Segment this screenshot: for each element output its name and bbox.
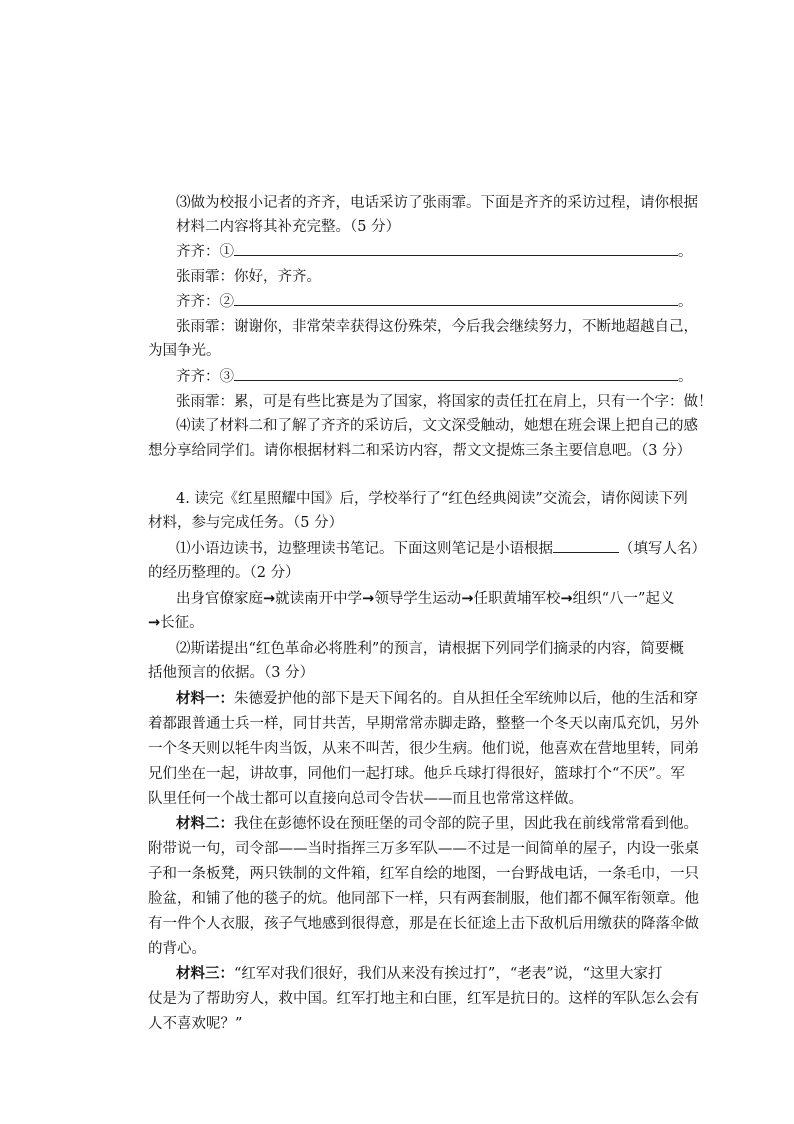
q4-prompt-line2: 想分享给同学们。请你根据材料二和采访内容，帮文文提炼三条主要信息吧。（3 分）	[148, 443, 692, 459]
task4-sub1-line2: 的经历整理的。（2 分）	[148, 565, 300, 581]
q4-prompt-line1: ⑷读了材料二和了解了齐齐的采访后，文文深受触动，她想在班会课上把自己的感	[176, 418, 698, 434]
arrow-right-icon: →	[560, 591, 573, 607]
arrow-right-icon: →	[263, 591, 276, 607]
interview-zhang-1: 张雨霏：你好，齐齐。	[176, 269, 321, 285]
task4-sub1-line1	[176, 538, 706, 560]
material1-line5: 队里任何一个战士都可以直接向总司令告状——而且也常常这样做。	[148, 791, 583, 807]
material2-line1	[176, 813, 698, 835]
note-item-1: 出身官僚家庭	[176, 591, 263, 607]
material3-line1	[176, 963, 663, 985]
q3-prompt-line1: ⑶做为校报小记者的齐齐，电话采访了张雨霏。下面是齐齐的采访过程，请你根据	[176, 195, 698, 211]
material2-line6: 的背心。	[148, 941, 206, 957]
material3-line2: 仗是为了帮助穷人，救中国。红军打地主和白匪，红军是抗日的。这样的军队怎么会有	[148, 991, 699, 1007]
material2-text-1: 我住在彭德怀设在预旺堡的司令部的院子里，因此我在前线常常看到他。	[234, 816, 698, 832]
speaker-qiqi-1: 齐齐：①	[176, 244, 234, 260]
interview-zhang-2b: 为国争光。	[148, 343, 221, 359]
sub1-text-b: （填写人名）	[619, 541, 706, 557]
task4-intro-line2: 材料，参与完成任务。（5 分）	[148, 515, 344, 531]
material1-line3: 一个冬天则以牦牛肉当饭，从来不叫苦，很少生病。他们说，他喜欢在营地里转，同弟	[148, 741, 699, 757]
interview-qiqi-1	[176, 241, 693, 263]
end-mark-1: 。	[678, 244, 693, 260]
task4-intro-line1: 4. 读完《红星照耀中国》后，学校举行了“红色经典阅读”交流会，请你阅读下列	[176, 491, 688, 507]
material3-text-1: “红军对我们很好，我们从来没有挨过打”，“老表”说，“这里大家打	[234, 966, 663, 982]
material2-line3: 子和一条板凳，两只铁制的文件箱，红军自绘的地图，一台野战电话，一条毛巾，一只	[148, 866, 699, 882]
answer-blank-3[interactable]	[234, 366, 678, 381]
sub1-text-a: ⑴小语边读书，边整理读书笔记。下面这则笔记是小语根据	[176, 541, 553, 557]
note-item-last: 长征。	[160, 615, 204, 631]
material1-text-1: 朱德爱护他的部下是天下闻名的。自从担任全军统帅以后，他的生活和穿	[234, 691, 698, 707]
speaker-qiqi-2: 齐齐：②	[176, 294, 234, 310]
material2-line4: 脸盆，和铺了他的毯子的炕。他同部下一样，只有两套制服，他们都不佩军衔领章。他	[148, 891, 699, 907]
q3-prompt-line2: 材料二内容将其补充完整。（5 分）	[176, 219, 401, 235]
material1-label: 材料一：	[176, 690, 234, 707]
note-item-2: 就读南开中学	[275, 591, 363, 607]
end-mark-2: 。	[678, 294, 693, 310]
task4-sub2-line2: 括他预言的依据。（3 分）	[148, 665, 315, 681]
note-item-5: 组织“八一”起义	[572, 591, 675, 607]
material3-line3: 人不喜欢呢？”	[148, 1016, 243, 1032]
material1-line4: 兄们坐在一起，讲故事，同他们一起打球。他乒乓球打得很好，篮球打个“不厌”。军	[148, 766, 685, 782]
material2-line5: 有一件个人衣服，孩子气地感到很得意，那是在长征途上击下敌机后用缴获的降落伞做	[148, 916, 699, 932]
material1-line2: 着都跟普通士兵一样，同甘共苦，早期常常赤脚走路，整整一个冬天以南瓜充饥，另外	[148, 716, 699, 732]
arrow-right-icon: →	[461, 591, 474, 607]
material1-line1	[176, 688, 698, 710]
interview-zhang-3: 张雨霏：累，可是有些比赛是为了国家，将国家的责任扛在肩上，只有一个字：做！	[176, 394, 713, 410]
reading-note-line1	[176, 588, 674, 610]
note-item-3: 领导学生运动	[374, 591, 462, 607]
interview-qiqi-2	[176, 291, 693, 313]
answer-blank-2[interactable]	[234, 291, 678, 306]
arrow-right-icon: →	[362, 591, 375, 607]
interview-zhang-2a: 张雨霏：谢谢你，非常荣幸获得这份殊荣，今后我会继续努力，不断地超越自己，	[176, 319, 698, 335]
interview-qiqi-3	[176, 366, 693, 388]
end-mark-3: 。	[678, 369, 693, 385]
arrow-right-icon: →	[148, 615, 161, 631]
material2-label: 材料二：	[176, 815, 234, 832]
speaker-qiqi-3: 齐齐：③	[176, 369, 234, 385]
answer-blank-1[interactable]	[234, 241, 678, 256]
material2-line2: 附带说一句，司令部——当时指挥三万多军队——不过是一间简单的屋子，内设一张桌	[148, 841, 699, 857]
material3-label: 材料三：	[176, 965, 234, 982]
note-item-4: 任职黄埔军校	[473, 591, 561, 607]
person-name-blank[interactable]	[553, 538, 619, 553]
task4-sub2-line1: ⑵斯诺提出“红色革命必将胜利”的预言，请根据下列同学们摘录的内容，简要概	[176, 641, 684, 657]
reading-note-line2	[148, 612, 204, 634]
